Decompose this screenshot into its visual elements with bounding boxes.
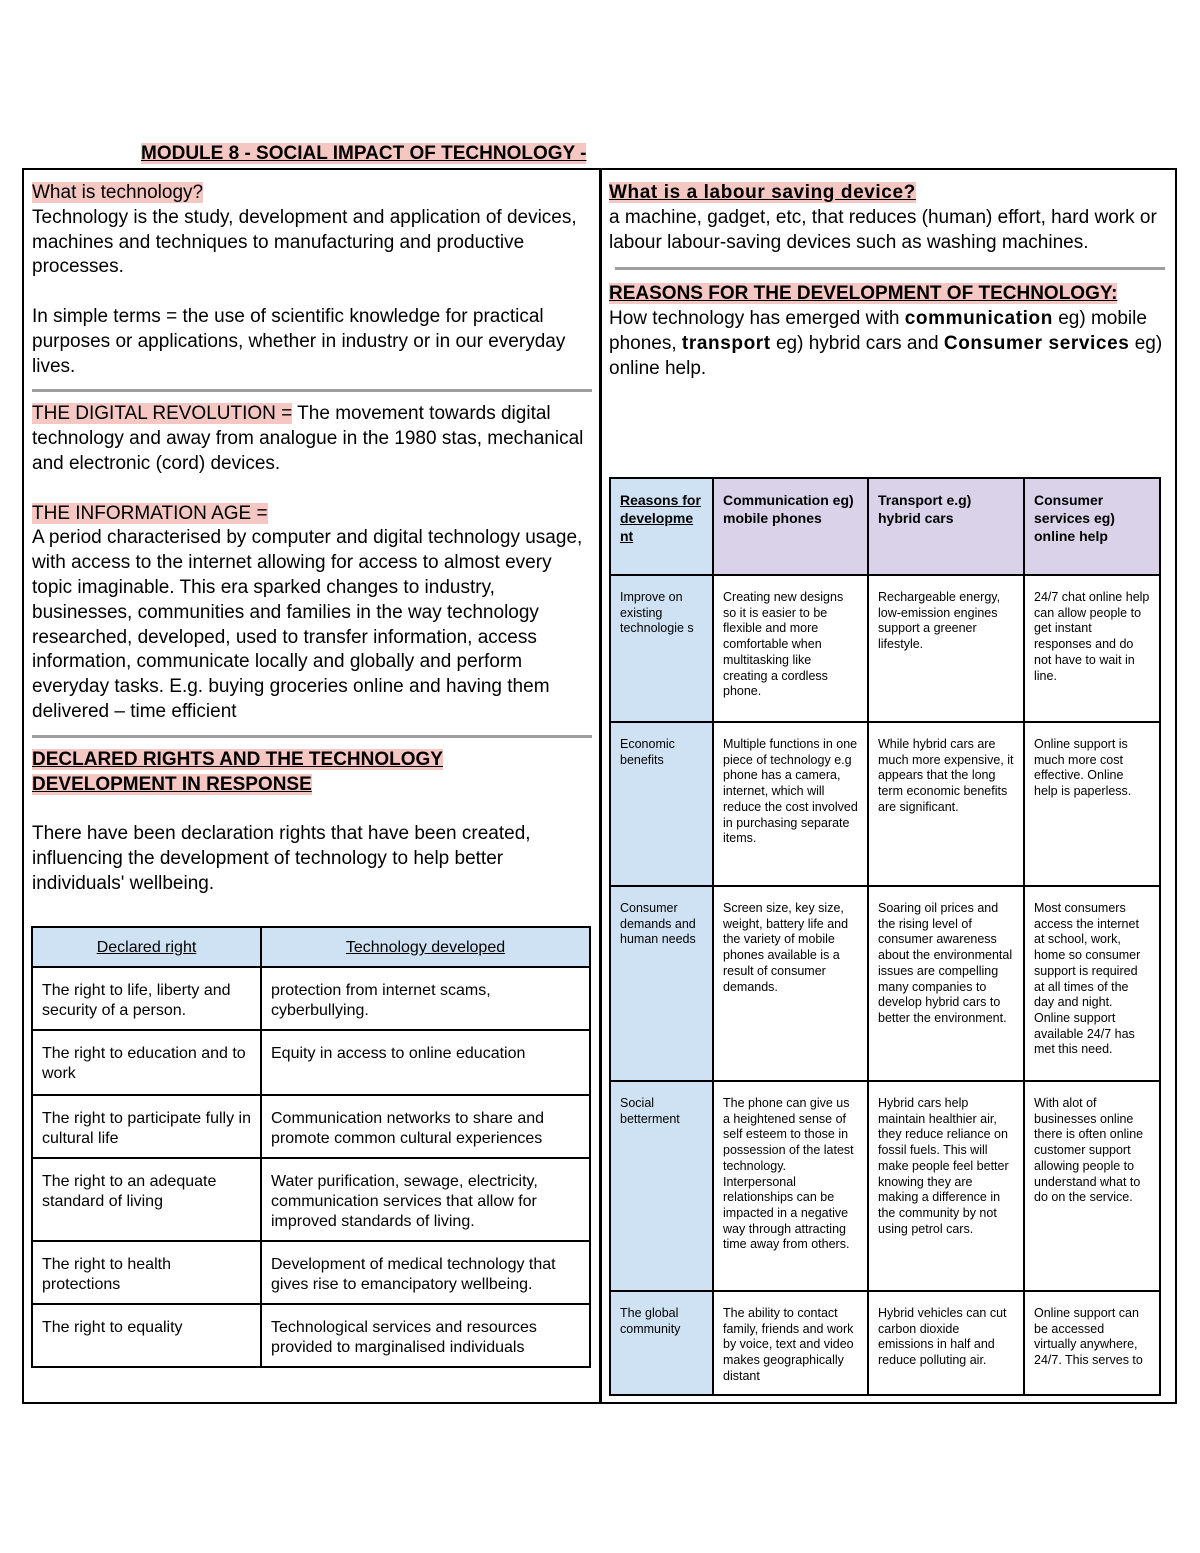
transport-cell: Hybrid vehicles can cut carbon dioxide emissions in half and reduce polluting air. [868,1291,1024,1395]
consumer-services-cell: Most consumers access the internet at school, work, home so consumer support is required at all times of the day and night. Online support available 24/7 has met this need. [1024,886,1160,1081]
communication-cell: Multiple functions in one piece of technology e.g phone has a camera, internet, which will reduce the cost involved in purchasing separate items. [713,722,868,886]
reason-cell: Economic benefits [610,722,713,886]
technology-developed-cell: Technological services and resources provided to marginalised individuals [261,1304,590,1367]
consumer-services-cell: Online support can be accessed virtually anywhere, 24/7. This serves to [1024,1291,1160,1395]
technology-definition: Technology is the study, development and application of devices, machines and techniques to manufacturing and productive processes. [32,206,577,278]
information-age-text: A period characterised by computer and digital technology usage, with access to the internet allowing for access to almost every topic imaginable. This era sparked changes to industry, businesses, communities and families in the way technology researched, developed, used to transfer information, access information, communicate locally and globally and perform everyday tasks. E.g. buying groceries online and having them delivered – time efficient [32,527,583,722]
technology-question: What is technology? [32,182,204,203]
column-divider [599,168,602,1404]
table-row [32,1304,590,1367]
digital-revolution-text: The movement towards digital technology and away from analogue in the 1980 stas, mechanical and electronic (cord) devices. [32,403,584,474]
intro-bold: Consumer services [943,332,1130,354]
consumer-services-cell: 24/7 chat online help can allow people to get instant responses and do not have to wait in line. [1024,575,1160,722]
right-column [609,181,1165,382]
reasons-header-cell: Transport e.g) hybrid cars [868,478,1024,575]
intro-bold: communication [904,308,1053,330]
technology-developed-cell: protection from internet scams, cyberbullying. [261,967,590,1030]
rights-header-cell: Technology developed [261,927,590,967]
digital-revolution [32,402,592,476]
reasons-header-cell: Consumer services eg) online help [1024,478,1160,575]
intro-text: How technology has emerged with [609,308,905,330]
page-title: MODULE 8 - SOCIAL IMPACT OF TECHNOLOGY - [141,143,587,164]
reasons-heading: REASONS FOR THE DEVELOPMENT OF TECHNOLOGY: [609,283,1118,305]
table-row [32,1158,590,1241]
declared-rights-text: There have been declaration rights that have been created, influencing the development of technology to help better individuals' wellbeing. [32,823,531,894]
transport-cell: Hybrid cars help maintain healthier air, they reduce reliance on fossil fuels. This will make people feel better knowing they are making a difference in the community by not using petrol cars. [868,1081,1024,1291]
consumer-services-cell: Online support is much more cost effective. Online help is paperless. [1024,722,1160,886]
left-column [32,181,592,897]
table-row [610,722,1160,886]
labour-saving-question: What is a labour saving device? [609,182,916,203]
table-row [32,1241,590,1304]
declared-right-cell: The right to education and to work [32,1030,261,1095]
reason-cell: Consumer demands and human needs [610,886,713,1081]
simple-terms: In simple terms = the use of scientific knowledge for practical purposes or applications, whether in industry or in our everyday lives. [32,305,566,377]
reason-cell: The global community [610,1291,713,1395]
information-age-label: THE INFORMATION AGE = [32,502,268,524]
table-row [610,1081,1160,1291]
transport-cell: Rechargeable energy, low-emission engines support a greener lifestyle. [868,575,1024,722]
transport-cell: While hybrid cars are much more expensive, it appears that the long term economic benefits are significant. [868,722,1024,886]
table-row [32,1030,590,1095]
technology-developed-cell: Water purification, sewage, electricity, communication services that allow for improved standards of living. [261,1158,590,1241]
section-rule [32,735,592,738]
declared-right-cell: The right to participate fully in cultural life [32,1095,261,1158]
communication-cell: Screen size, key size, weight, battery life and the variety of mobile phones available is a result of consumer demands. [713,886,868,1081]
rights-header-row [32,927,590,967]
reason-cell: Improve on existing technologie s [610,575,713,722]
reasons-header-cell: Reasons for developme nt [610,478,713,575]
declared-right-cell: The right to life, liberty and security of a person. [32,967,261,1030]
declared-right-cell: The right to health protections [32,1241,261,1304]
section-rule [32,389,592,392]
section-rule [615,267,1165,270]
declared-right-cell: The right to an adequate standard of living [32,1158,261,1241]
intro-text: eg) online help. [609,332,1163,379]
reasons-intro [609,307,1165,381]
table-row [610,886,1160,1081]
reasons-header-cell: Communication eg) mobile phones [713,478,868,575]
digital-revolution-label: THE DIGITAL REVOLUTION = [32,403,293,425]
transport-cell: Soaring oil prices and the rising level of consumer awareness about the environmental issues are compelling many companies to develop hybrid cars to better the environment. [868,886,1024,1081]
technology-developed-cell: Equity in access to online education [261,1030,590,1095]
reasons-header-row [610,478,1160,575]
intro-text: eg) mobile phones, [609,308,1147,354]
declared-right-cell: The right to equality [32,1304,261,1367]
communication-cell: The ability to contact family, friends and work by voice, text and video makes geographically distant [713,1291,868,1395]
table-row [610,575,1160,722]
table-row [32,967,590,1030]
rights-header-cell: Declared right [32,927,261,967]
technology-developed-cell: Development of medical technology that gives rise to emancipatory wellbeing. [261,1241,590,1304]
communication-cell: The phone can give us a heightened sense of self esteem to those in possession of the latest technology. Interpersonal relationships can be impacted in a negative way through attracting time away from others. [713,1081,868,1291]
declared-rights-heading: DECLARED RIGHTS AND THE TECHNOLOGY DEVELOPMENT IN RESPONSE [32,748,443,795]
communication-cell: Creating new designs so it is easier to be flexible and more comfortable when multitasking like creating a cordless phone. [713,575,868,722]
table-row [32,1095,590,1158]
labour-saving-definition: a machine, gadget, etc, that reduces (human) effort, hard work or labour labour-saving devices such as washing machines. [609,206,1157,253]
reasons-table [609,477,1161,1396]
table-row [610,1291,1160,1395]
intro-bold: transport [681,332,771,354]
intro-text: eg) hybrid cars and [770,332,944,354]
rights-table [31,926,591,1368]
reason-cell: Social betterment [610,1081,713,1291]
consumer-services-cell: With alot of businesses online there is often online customer support allowing people to understand what to do on the service. [1024,1081,1160,1291]
technology-developed-cell: Communication networks to share and promote common cultural experiences [261,1095,590,1158]
